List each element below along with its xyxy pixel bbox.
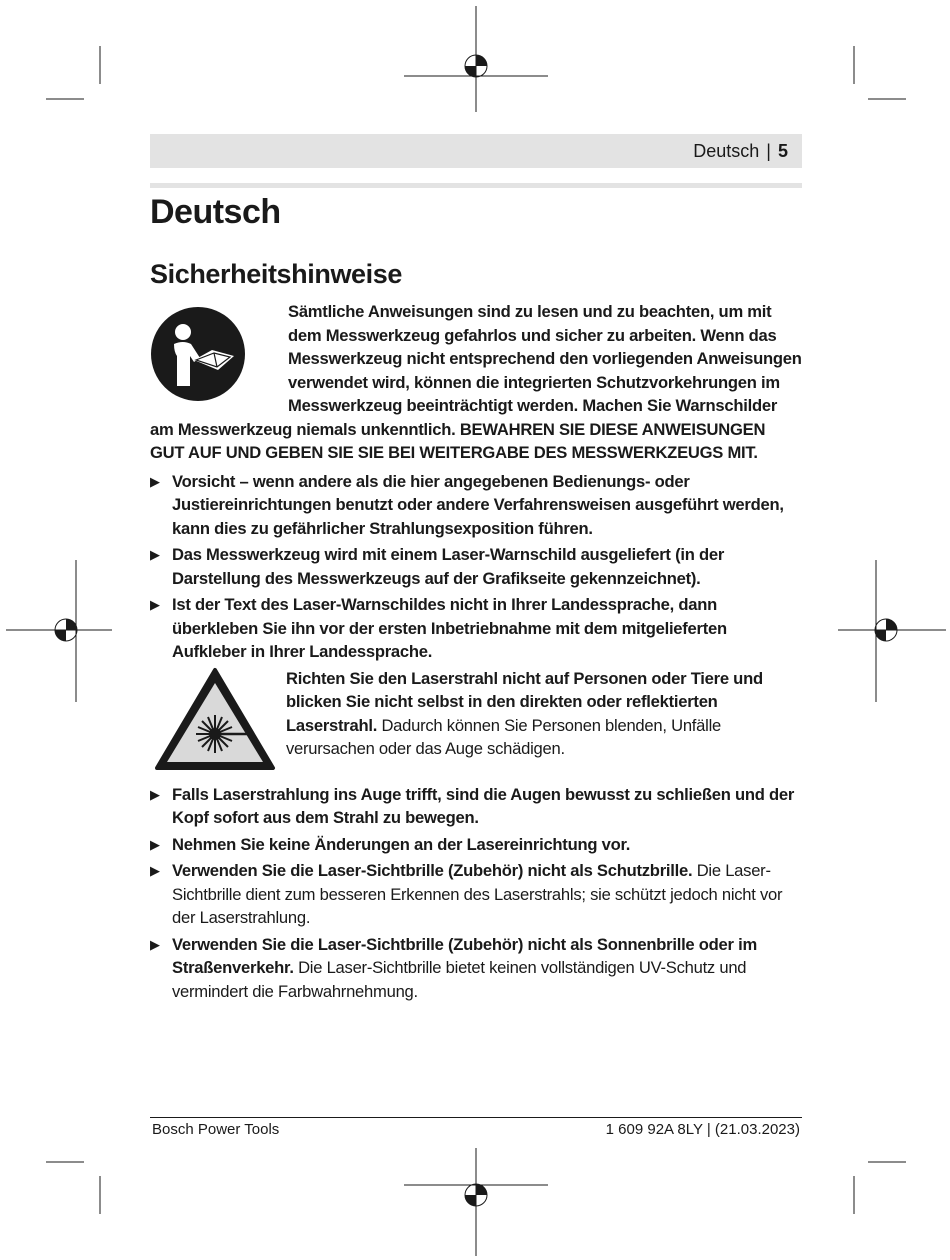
running-header bbox=[150, 134, 802, 168]
header-text bbox=[693, 141, 788, 162]
laser-warning-block bbox=[150, 667, 802, 777]
bullet-arrow-icon: ▶ bbox=[150, 836, 160, 852]
bullet-bold-text: Ist der Text des Laser-Warnschildes nicht in Ihrer Landessprache, dann überkleben Sie ihn vor der ersten Inbetriebnahme mit dem mitgelieferten Aufkleber in Ihrer Landessprache. bbox=[172, 595, 727, 661]
bullet-bold-text: Verwenden Sie die Laser-Sichtbrille (Zubehör) nicht als Schutzbrille. bbox=[172, 861, 693, 880]
bullet-bold-text: Vorsicht – wenn andere als die hier angegebenen Bedienungs- oder Justiereinrichtungen benutzt oder andere Verfahrensweisen ausgeführt werden, kann dies zu gefährlicher Strahlungsexposition führen. bbox=[172, 471, 784, 538]
read-manual-icon bbox=[150, 306, 246, 402]
list-item bbox=[150, 783, 802, 830]
bullet-list-bottom bbox=[150, 783, 802, 1004]
bullet-bold-text: Falls Laserstrahlung ins Auge trifft, sind die Augen bewusst zu schließen und der Kopf sofort aus dem Strahl zu bewegen. bbox=[172, 784, 795, 827]
bullet-normal-text: Die Laser-Sichtbrille dient zum besseren Erkennen des Laserstrahls; sie schützt jedoch nicht vor der Laserstrahlung. bbox=[172, 861, 783, 927]
footer-publisher: Bosch Power Tools bbox=[152, 1121, 280, 1138]
list-item bbox=[150, 543, 802, 590]
bullet-list-top bbox=[150, 470, 802, 664]
bullet-arrow-icon: ▶ bbox=[150, 863, 160, 878]
laser-warning-normal: Dadurch können Sie Personen blenden, Unfälle verursachen oder das Auge schädigen. bbox=[286, 715, 721, 758]
footer-rule bbox=[150, 1117, 802, 1118]
laser-warning-bold: Richten Sie den Laserstrahl nicht auf Personen oder Tiere und blicken Sie nicht selbst in den direkten oder reflektierten Laserstrahl. bbox=[286, 668, 763, 735]
bullet-bold-text: Das Messwerkzeug wird mit einem Laser-Warnschild ausgeliefert (in der Darstellung des Messwerkzeugs auf der Grafikseite gekennzeichnet). bbox=[172, 545, 725, 588]
list-item bbox=[150, 470, 802, 541]
bullet-arrow-icon: ▶ bbox=[150, 547, 160, 562]
header-rule bbox=[150, 183, 802, 188]
bullet-bold-text: Nehmen Sie keine Änderungen an der Lasereinrichtung vor. bbox=[172, 834, 631, 854]
bullet-arrow-icon: ▶ bbox=[150, 786, 160, 802]
page-title: Deutsch bbox=[150, 193, 281, 231]
header-language: Deutsch bbox=[693, 141, 760, 161]
bullet-bold-text: Verwenden Sie die Laser-Sichtbrille (Zubehör) nicht als Sonnenbrille oder im Straßenverkehr. bbox=[172, 934, 757, 977]
bullet-arrow-icon: ▶ bbox=[150, 936, 160, 952]
bullet-normal-text: Die Laser-Sichtbrille bietet keinen vollständigen UV-Schutz und vermindert die Farbwahrnehmung. bbox=[172, 958, 747, 1001]
intro-paragraph: Sämtliche Anweisungen sind zu lesen und zu beachten, um mit dem Messwerkzeug gefahrlos und sicher zu arbeiten. Wenn das Messwerkzeug nicht entsprechend den vorliegenden Anweisungen verwendet wird, können die integrierten Schutzvorkehrungen im Messwerkzeug beeinträchtigt werden. Machen Sie Warnschilder am Messwerkzeug niemals unkenntlich. BEWAHREN SIE DIESE ANWEISUNGEN GUT AUF UND GEBEN SIE SIE BEI WEITERGABE DES MESSWERKZEUGS MIT. bbox=[150, 302, 802, 462]
list-item bbox=[150, 593, 802, 664]
list-item bbox=[150, 859, 802, 930]
bullet-arrow-icon: ▶ bbox=[150, 473, 160, 489]
safety-content bbox=[150, 300, 802, 1006]
section-title: Sicherheitshinweise bbox=[150, 259, 402, 289]
page-number: 5 bbox=[777, 141, 788, 161]
header-separator: | bbox=[766, 141, 771, 161]
bullet-arrow-icon: ▶ bbox=[150, 597, 160, 612]
laser-warning-icon bbox=[154, 667, 276, 771]
footer-doc-number: 1 609 92A 8LY | (21.03.2023) bbox=[605, 1121, 800, 1138]
list-item bbox=[150, 833, 802, 857]
list-item bbox=[150, 933, 802, 1004]
